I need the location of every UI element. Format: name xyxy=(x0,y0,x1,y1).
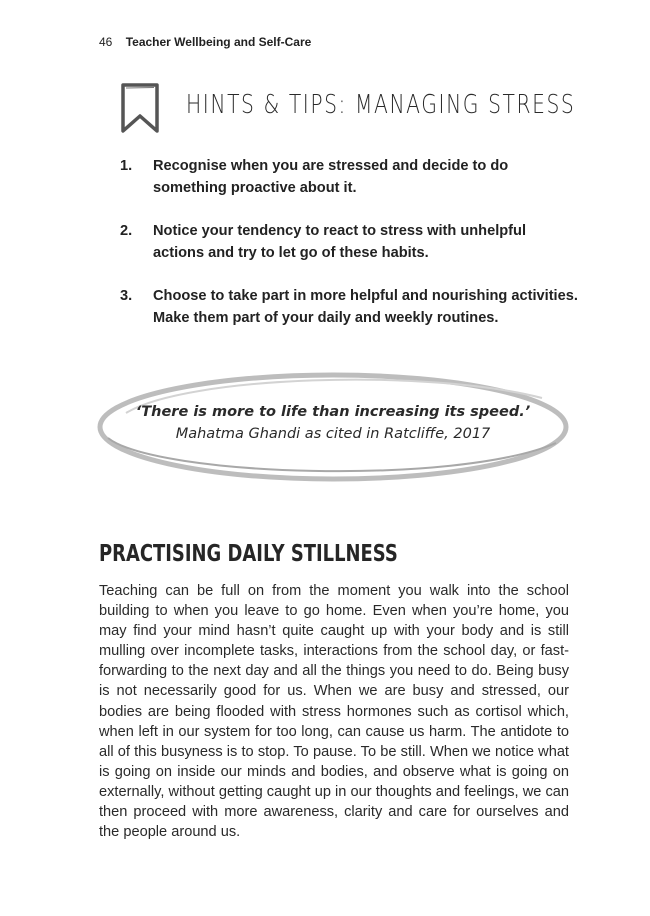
item-number: 3. xyxy=(120,288,133,304)
quote-box xyxy=(96,368,570,486)
item-number: 2. xyxy=(120,223,133,239)
page-number: 46 xyxy=(99,35,113,49)
item-text: Notice your tendency to react to stress with unhelpful actions and try to let go of these habits. xyxy=(153,223,527,261)
section-title: PRACTISING DAILY STILLNESS xyxy=(99,541,398,567)
quote-text: ‘There is more to life than increasing its speed.’ xyxy=(135,404,531,420)
list-item xyxy=(120,285,580,329)
item-number: 1. xyxy=(120,158,133,174)
item-text: Recognise when you are stressed and decide to do something proactive about it. xyxy=(153,158,509,196)
tips-list xyxy=(120,155,580,350)
item-text: Choose to take part in more helpful and nourishing activities. Make them part of your daily and weekly routines. xyxy=(153,288,578,326)
tips-title: HINTS & TIPS: MANAGING STRESS xyxy=(186,90,576,120)
running-title: Teacher Wellbeing and Self-Care xyxy=(125,35,312,49)
running-header xyxy=(99,35,311,49)
list-item xyxy=(120,155,580,199)
quote-attribution: Mahatma Ghandi as cited in Ratcliffe, 2017 xyxy=(175,426,491,442)
list-item xyxy=(120,220,580,264)
bookmark-icon xyxy=(120,82,160,134)
section-body: Teaching can be full on from the moment you walk into the school building to when you leave to go home. Even when you’re home, you may find your mind hasn’t quite caught up with your body and is still mulling over incomplete tasks, interactions from the school day, or fast-forwarding to the next day and all the things you need to do. Being busy is not necessarily good for us. When we are busy and stressed, our bodies are being flooded with stress hormones such as cortisol which, when left in our system for too long, can cause us harm. The antidote to all of this busyness is to stop. To pause. To be still. When we notice what is going on inside our minds and bodies, and observe what is going on externally, without getting caught up in our thoughts and feelings, we can then proceed with more awareness, clarity and care for ourselves and the people around us. xyxy=(99,583,569,841)
